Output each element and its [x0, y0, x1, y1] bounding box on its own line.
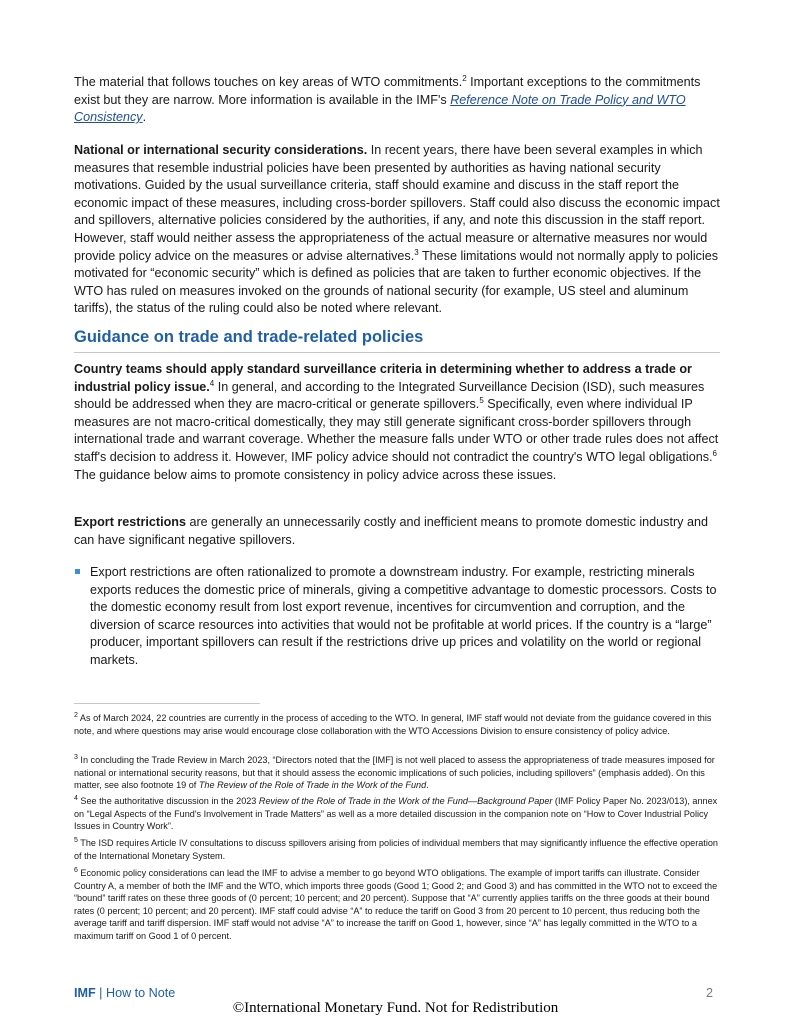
intro-text: The material that follows touches on key areas of WTO commitments.: [74, 75, 463, 89]
footnote-text: Economic policy considerations can lead the IMF to advise a member to go beyond WTO obligations. The example of import tariffs can illustrate. Consider Country A, a member of both the IMF and the WTO, which imports three goods (Good 1; Good 2; and Good 3) and has committed in the WTO not to exceed the “bound” tariff rates on these three goods of (0 percent; 10 percent; and 20 percent). Suppose that “A” currently applies tariffs on the three goods at their bound rates (0 percent; 10 percent; and 20 percent). IMF staff could advise “A” to reduce the tariff on Good 3 from 20 percent to 10 percent, thus reducing both the average tariff and tariff dispersion. IMF staff would not advise “A” to increase the tariff on Good 1, however, since “A” has legally committed in the WTO to a maximum tariff on Good 1 of 0 percent.: [74, 868, 718, 941]
footnote-number: 6: [74, 866, 78, 874]
country-teams-text-cont: Specifically, even where individual IP measures are not macro-critical domestically, they may still generate significant cross-border spillovers through international trade and warrant coverage. Whether the measure falls under WTO or other trade rules does not affect staff's decision to address it. However, IMF policy advice should not contradict the country's WTO legal obligations.: [74, 397, 719, 464]
footnote-number: 3: [74, 753, 78, 761]
footnote-5: [74, 837, 720, 862]
copyright-watermark: ©International Monetary Fund. Not for Redistribution: [232, 1000, 559, 1016]
footnote-number: 4: [74, 794, 78, 802]
footer-brand: [74, 986, 175, 1000]
footnote-number: 2: [74, 711, 78, 719]
national-security-lead: National or international security considerations.: [74, 143, 368, 157]
footnote-ref-5[interactable]: 5: [479, 396, 484, 405]
section-divider: [74, 352, 720, 353]
footnote-number: 5: [74, 836, 78, 844]
bullet-item: Export restrictions are often rationalized to promote a downstream industry. For example, restricting minerals exports reduces the domestic price of minerals, giving a competitive advantage to domestic processors. Costs to the domestic economy result from lost export revenue, incentives for circumvention and corruption, and the diversion of scarce resources into activities that would not be profitable at world prices. If the country is a “large” producer, important spillovers can result if the restrictions drive up prices and volatility on the world or regional markets.: [90, 565, 717, 667]
footnote-4: [74, 795, 720, 833]
national-security-text-cont: These limitations would not normally apply to policies motivated for “economic security” which is defined as policies that are taken to further economic objectives. If the WTO has ruled on measures invoked on the grounds of national security (for example, US steel and aluminum tariffs), the status of the ruling could also be noted where relevant.: [74, 248, 719, 316]
footnote-divider: [74, 703, 260, 704]
section-heading: Guidance on trade and trade-related policies: [74, 328, 424, 346]
footnote-text: The ISD requires Article IV consultations to discuss spillovers arising from policies of individual members that may significantly influence the effective operation of the International Monetary System.: [74, 838, 718, 861]
footnote-ref-6[interactable]: 6: [712, 448, 717, 458]
national-security-text: In recent years, there have been several examples in which measures that resemble industrial policies have been presented by authorities as having national security motivations. Guided by the usual surveillance criteria, staff should examine and discuss in the staff report the economic impact of these measures, including cross-border spillovers. Staff could also discuss the economic impact and spillovers, alternative policies considered by the authorities, if any, and note this discussion in the staff report. However, staff would neither assess the appropriateness of the actual measure or alternative measures nor would provide policy advice on the measures or advise alternatives.: [74, 143, 720, 263]
footnote-text-cont: (IMF Policy Paper No. 2023/013), annex on “Legal Aspects of the Fund's Involvement in Trade Matters” as well as a more detailed discussion in the companion note on “How to Cover Industrial Policy Issues in Country Work”.: [74, 796, 718, 832]
export-restrictions-lead: Export restrictions: [74, 515, 186, 529]
country-teams-text: In general, and according to the Integrated Surveillance Decision (ISD), such measures should be addressed when they are macro-critical or generate spillovers.: [74, 379, 705, 412]
square-bullet-icon: [74, 568, 82, 576]
footnote-ref-3[interactable]: 3: [414, 247, 419, 257]
footnote-ref-2[interactable]: 2: [462, 73, 467, 83]
footer-imf: IMF: [74, 986, 96, 1000]
footnote-3: [74, 754, 720, 792]
national-security-paragraph: [74, 142, 720, 318]
export-restrictions-paragraph: [74, 514, 720, 549]
footer-separator: |: [95, 986, 106, 1000]
reference-note-link[interactable]: Reference Note on Trade Policy and WTO Consistency: [74, 92, 686, 125]
footnote-2: [74, 712, 720, 737]
footnote-italic: The Review of the Role of Trade in the Work of the Fund: [198, 780, 427, 791]
footer-series: How to Note: [105, 986, 176, 1000]
footnote-6: [74, 867, 720, 943]
footnote-text: See the authoritative discussion in the 2023: [77, 796, 259, 806]
page-number: 2: [706, 986, 714, 1000]
footnote-text: As of March 2024, 22 countries are currently in the process of acceding to the WTO. In general, IMF staff would not deviate from the guidance covered in this note, and where questions may arise would encourage close collaboration with the WTO Accessions Division to ensure consistency of policy advice.: [74, 713, 712, 736]
intro-end: .: [142, 110, 147, 125]
footnote-italic: Review of the Role of Trade in the Work of the Fund—Background Paper: [258, 796, 553, 806]
country-teams-lead: Country teams should apply standard surveillance criteria in determining whether to address a trade or industrial policy issue.: [74, 362, 692, 394]
intro-text-cont: Important exceptions to the commitments exist but they are narrow. More information is available in the IMF's: [74, 75, 701, 107]
export-restrictions-text: are generally an unnecessarily costly and inefficient means to promote domestic industry and can have significant negative spillovers.: [74, 515, 708, 547]
country-teams-text-end: The guidance below aims to promote consistency in policy advice across these issues.: [74, 467, 557, 482]
footnote-ref-4[interactable]: 4: [209, 378, 215, 388]
intro-paragraph: [74, 74, 720, 127]
footnote-end: .: [426, 780, 429, 791]
country-teams-paragraph: [74, 361, 720, 484]
footnote-text: In concluding the Trade Review in March 2023, “Directors noted that the [IMF] is not well placed to assess the appropriateness of trade measures imposed for national or international security reasons, but that it should assess the economic implications of such policies, including spillovers” (emphasis added). On this matter, see also footnote 19 of: [74, 755, 715, 791]
